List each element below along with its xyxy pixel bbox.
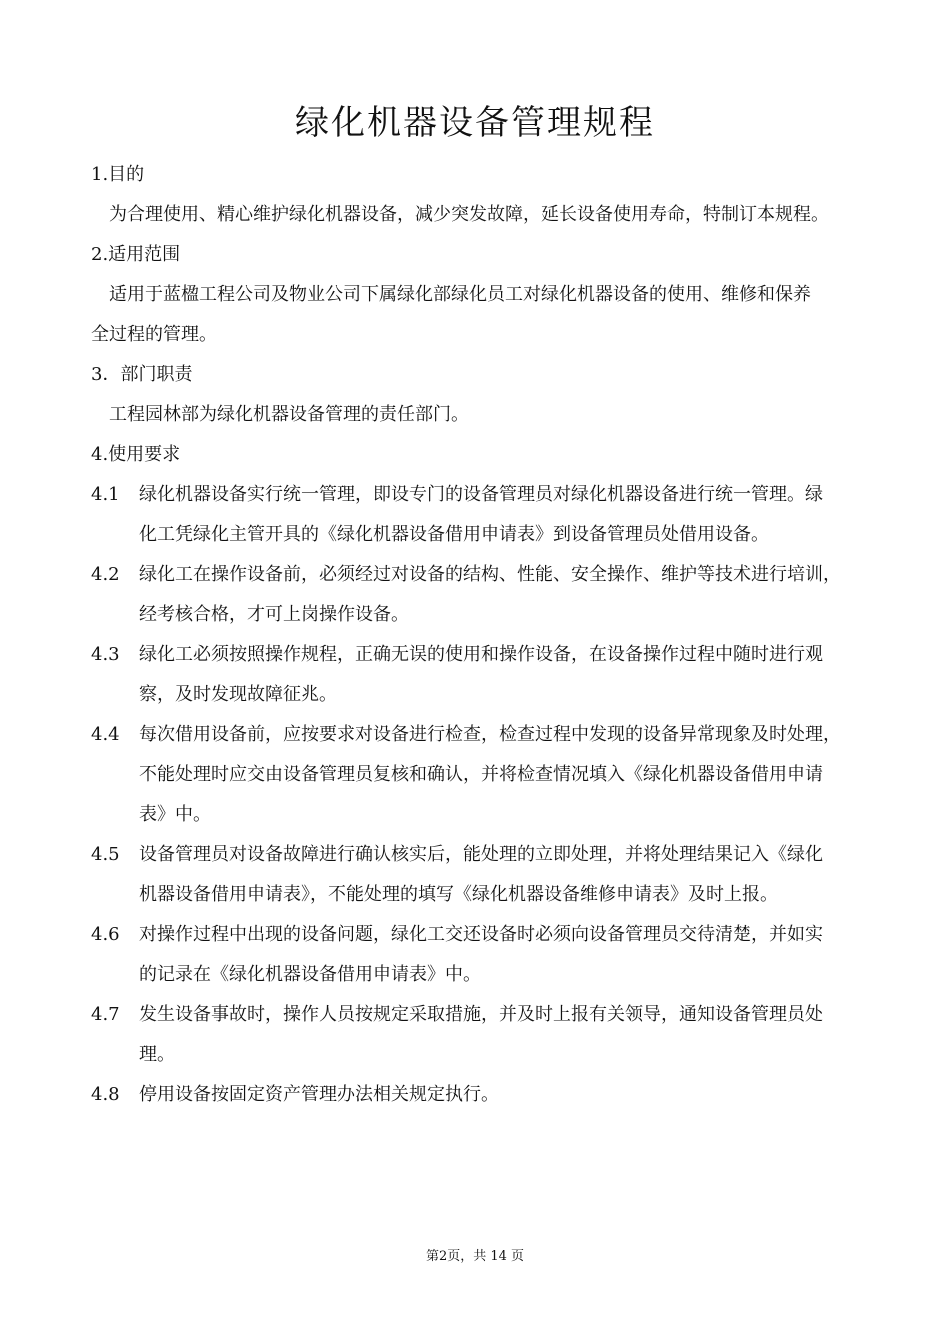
- requirement-item-4-3: [91, 635, 861, 715]
- section-text-scope-line-1: 适用于蓝楹工程公司及物业公司下属绿化部绿化员工对绿化机器设备的使用、维修和保养: [109, 284, 811, 305]
- requirement-item-4-5: [91, 835, 861, 915]
- requirement-item-4-7: [91, 995, 861, 1075]
- requirement-item-4-2: [91, 555, 861, 635]
- item-text: [139, 635, 861, 715]
- item-number: 4.4: [91, 724, 120, 745]
- item-text: [139, 915, 861, 995]
- item-text: [139, 715, 861, 835]
- section-heading-requirements: 4.使用要求: [91, 444, 181, 465]
- item-line: 表》中。: [139, 804, 211, 825]
- item-line: 发生设备事故时，操作人员按规定采取措施，并及时上报有关领导，通知设备管理员处: [139, 1004, 823, 1025]
- item-text: [139, 995, 861, 1075]
- item-number: 4.2: [91, 564, 120, 585]
- section-heading-scope: 2.适用范围: [91, 244, 181, 265]
- item-line: 绿化工必须按照操作规程，正确无误的使用和操作设备，在设备操作过程中随时进行观: [139, 644, 823, 665]
- item-text: [139, 555, 861, 635]
- document-body: [91, 155, 861, 1115]
- requirement-item-4-6: [91, 915, 861, 995]
- item-number: 4.6: [91, 924, 120, 945]
- item-line: 理。: [139, 1044, 175, 1065]
- item-line: 不能处理时应交由设备管理员复核和确认，并将检查情况填入《绿化机器设备借用申请: [139, 764, 823, 785]
- item-number: 4.5: [91, 844, 120, 865]
- section-text-scope-line-2: 全过程的管理。: [91, 324, 217, 345]
- section-text-purpose: 为合理使用、精心维护绿化机器设备，减少突发故障，延长设备使用寿命，特制订本规程。: [109, 204, 829, 225]
- section-heading-purpose: 1.目的: [91, 164, 145, 185]
- item-text: [139, 835, 861, 915]
- item-line: 每次借用设备前，应按要求对设备进行检查，检查过程中发现的设备异常现象及时处理，: [139, 724, 841, 745]
- section-heading-responsibility: 3．部门职责: [91, 364, 193, 385]
- item-line: 对操作过程中出现的设备问题，绿化工交还设备时必须向设备管理员交待清楚，并如实: [139, 924, 823, 945]
- item-line: 绿化机器设备实行统一管理，即设专门的设备管理员对绿化机器设备进行统一管理。绿: [139, 484, 823, 505]
- item-line: 的记录在《绿化机器设备借用申请表》中。: [139, 964, 481, 985]
- item-line: 绿化工在操作设备前，必须经过对设备的结构、性能、安全操作、维护等技术进行培训，: [139, 564, 841, 585]
- section-text-responsibility: 工程园林部为绿化机器设备管理的责任部门。: [109, 404, 469, 425]
- item-number: 4.3: [91, 644, 120, 665]
- requirement-item-4-4: [91, 715, 861, 835]
- item-number: 4.7: [91, 1004, 120, 1025]
- item-line: 化工凭绿化主管开具的《绿化机器设备借用申请表》到设备管理员处借用设备。: [139, 524, 769, 545]
- item-line: 经考核合格，才可上岗操作设备。: [139, 604, 409, 625]
- page-footer: 第2页，共 14 页: [425, 1249, 525, 1264]
- page-title: 绿化机器设备管理规程: [295, 103, 655, 143]
- item-text: [139, 475, 861, 555]
- item-text: [139, 1075, 861, 1115]
- item-line: 设备管理员对设备故障进行确认核实后，能处理的立即处理，并将处理结果记入《绿化: [139, 844, 823, 865]
- requirement-item-4-8: [91, 1075, 861, 1115]
- item-number: 4.8: [91, 1084, 120, 1105]
- item-number: 4.1: [91, 484, 120, 505]
- item-line: 停用设备按固定资产管理办法相关规定执行。: [139, 1084, 499, 1105]
- requirement-item-4-1: [91, 475, 861, 555]
- item-line: 察，及时发现故障征兆。: [139, 684, 337, 705]
- item-line: 机器设备借用申请表》，不能处理的填写《绿化机器设备维修申请表》及时上报。: [139, 884, 778, 905]
